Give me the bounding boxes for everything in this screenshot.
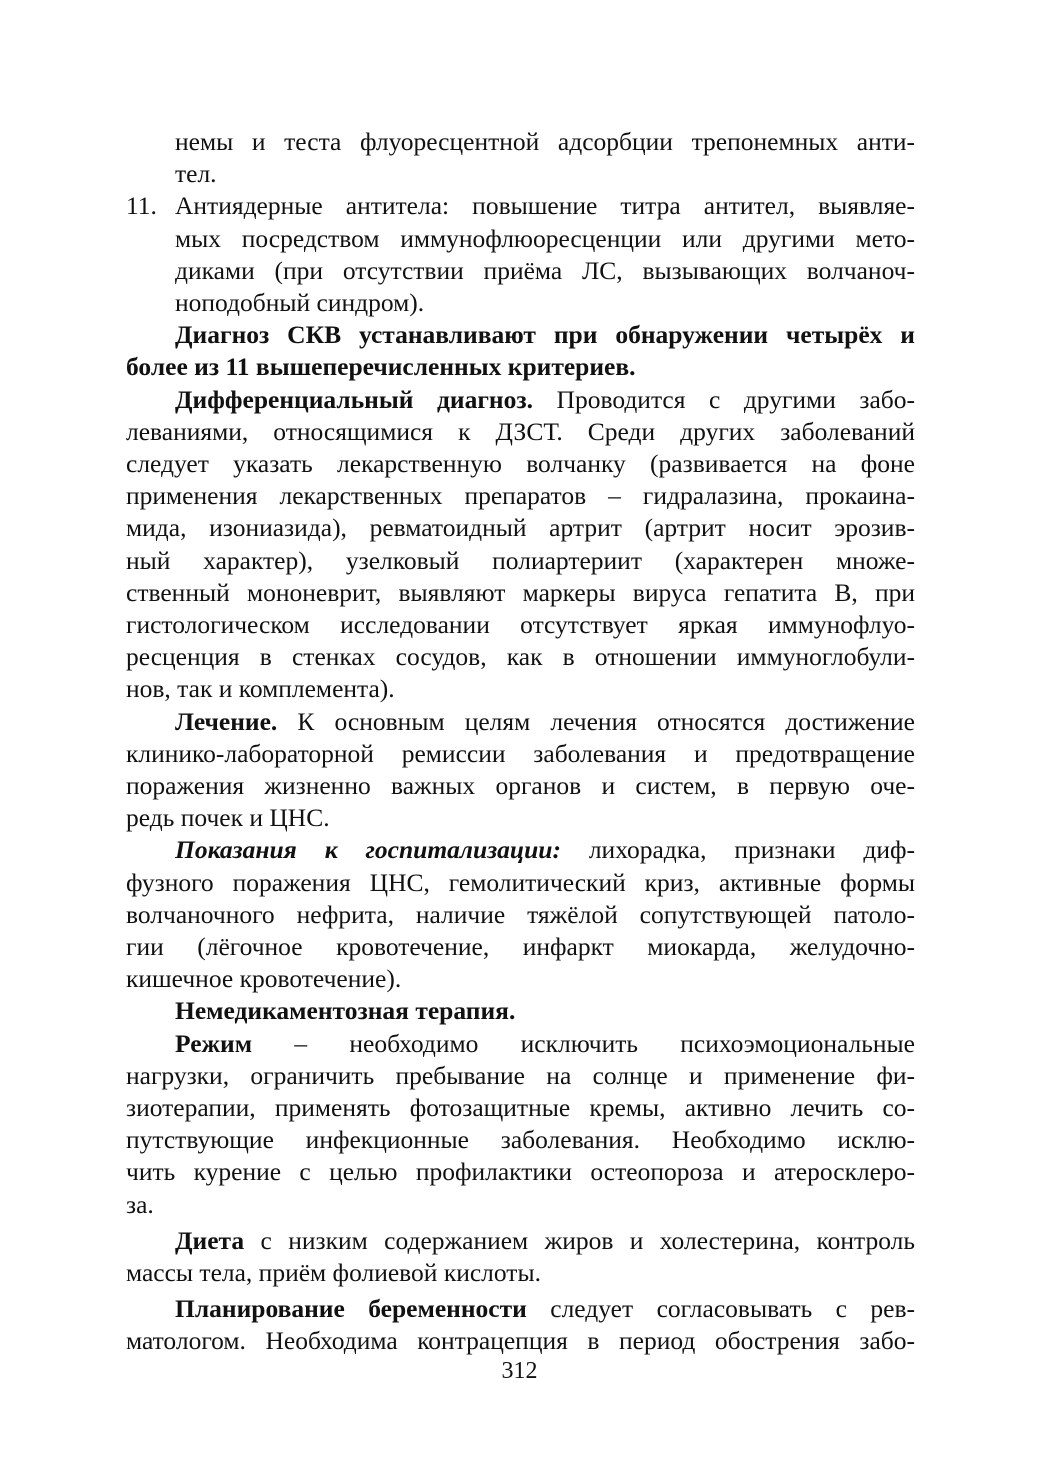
emphasis-text: Диета (175, 1225, 245, 1255)
line-text: редь почек и ЦНС. (126, 803, 330, 833)
line-text: матологом. Необходима контрацепция в период обострения забо- (126, 1326, 915, 1356)
line-text: ресценция в стенках сосудов, как в отношении иммуноглобули- (126, 642, 915, 672)
line-text: поражения жизненно важных органов и систем, в первую оче- (126, 771, 915, 800)
line-text: ноподобный синдром). (175, 288, 425, 317)
line-text: Проводится с другими забо- (533, 384, 915, 414)
text-line (126, 479, 915, 513)
text-line (175, 1292, 915, 1326)
text-line (126, 447, 915, 481)
line-text: Антиядерные антитела: повышение титра антител, выявляе- (175, 191, 915, 221)
text-line (126, 1256, 915, 1290)
line-text: лихорадка, признаки диф- (560, 835, 915, 865)
text-line (126, 1155, 915, 1189)
line-text: путствующие инфекционные заболевания. Необходимо исклю- (126, 1125, 915, 1155)
list-number: 11. (126, 191, 157, 221)
text-line (126, 1059, 915, 1093)
line-text: применения лекарственных препаратов – гидралазина, прокаина- (126, 481, 915, 511)
text-line (175, 994, 915, 1028)
emphasis-text: Лечение. (175, 706, 278, 736)
line-text: немы и теста флуоресцентной адсорбции трепонемных анти- (175, 127, 915, 156)
text-line (126, 511, 915, 545)
text-line (126, 801, 915, 835)
line-text: кишечное кровотечение). (126, 964, 402, 994)
text-line (175, 833, 915, 867)
text-line (175, 222, 915, 256)
line-text: с низким содержанием жиров и холестерина, контроль (244, 1225, 915, 1255)
text-line (175, 705, 915, 739)
text-line (126, 898, 915, 932)
line-text: волчаночного нефрита, наличие тяжёлой сопутствующей патоло- (126, 899, 915, 929)
line-text: ственный мононеврит, выявляют маркеры вируса гепатита В, при (126, 577, 915, 607)
line-text: клинико-лабораторной ремиссии заболевания и предотвращение (126, 738, 915, 768)
emphasis-text: Диагноз СКВ устанавливают при обнаружении четырёх и (175, 320, 915, 350)
text-line (126, 544, 915, 578)
line-text: – необходимо исключить психоэмоциональные (252, 1028, 915, 1058)
text-line (175, 189, 915, 223)
text-line (126, 350, 915, 384)
text-line (126, 672, 915, 706)
emphasis-text: Планирование беременности (175, 1294, 527, 1324)
text-line (175, 286, 915, 320)
line-text: мых посредством иммунофлюоресценции или другими мето- (175, 223, 915, 253)
text-line (126, 1091, 915, 1125)
text-line (175, 157, 915, 191)
text-line (126, 737, 915, 771)
line-text: диками (при отсутствии приёма ЛС, вызывающих волчаноч- (175, 255, 915, 285)
line-text: следует указать лекарственную волчанку (развивается на фоне (126, 449, 915, 478)
emphasis-text: Показания к госпитализации: (175, 835, 561, 865)
line-text: тел. (175, 159, 217, 189)
text-line (126, 640, 915, 674)
page-number: 312 (501, 1358, 538, 1384)
line-text: мида, изониазида), ревматоидный артрит (артрит носит эрозив- (126, 513, 915, 543)
line-text: гии (лёгочное кровотечение, инфаркт миокарда, желудочно- (126, 932, 915, 961)
text-line (126, 962, 915, 996)
text-line (126, 930, 915, 964)
line-text: гистологическом исследовании отсутствует яркая иммунофлуо- (126, 610, 915, 639)
text-line (126, 1123, 915, 1157)
text-line (126, 576, 915, 610)
text-line (126, 1324, 915, 1358)
text-line (175, 254, 915, 288)
emphasis-text: Немедикаментозная терапия. (175, 996, 516, 1026)
text-line (175, 1224, 915, 1258)
line-text: леваниями, относящимися к ДЗСТ. Среди других заболеваний (126, 416, 915, 446)
line-text: следует согласовывать с рев- (526, 1294, 915, 1324)
text-line (175, 383, 915, 417)
text-line (175, 318, 915, 352)
emphasis-text: Режим (175, 1028, 253, 1058)
line-text: нагрузки, ограничить пребывание на солнце и применение фи- (126, 1060, 915, 1090)
line-text: ный характер), узелковый полиартериит (характерен множе- (126, 545, 915, 575)
text-line (126, 866, 915, 900)
line-text: К основным целям лечения относятся достижение (277, 706, 915, 736)
text-line (126, 415, 915, 449)
emphasis-text: Дифференциальный диагноз. (175, 384, 533, 414)
line-text: чить курение с целью профилактики остеопороза и атеросклеро- (126, 1157, 915, 1187)
text-line (175, 125, 915, 159)
line-text: фузного поражения ЦНС, гемолитический криз, активные формы (126, 867, 915, 897)
line-text: нов, так и комплемента). (126, 674, 395, 704)
text-line (126, 1188, 915, 1222)
emphasis-text: более из 11 вышеперечисленных критериев. (126, 352, 636, 382)
text-line (126, 769, 915, 803)
line-text: зиотерапии, применять фотозащитные кремы, активно лечить со- (126, 1093, 915, 1122)
line-text: массы тела, приём фолиевой кислоты. (126, 1258, 541, 1287)
text-line (175, 1027, 915, 1061)
text-line (126, 608, 915, 642)
line-text: за. (126, 1189, 154, 1219)
